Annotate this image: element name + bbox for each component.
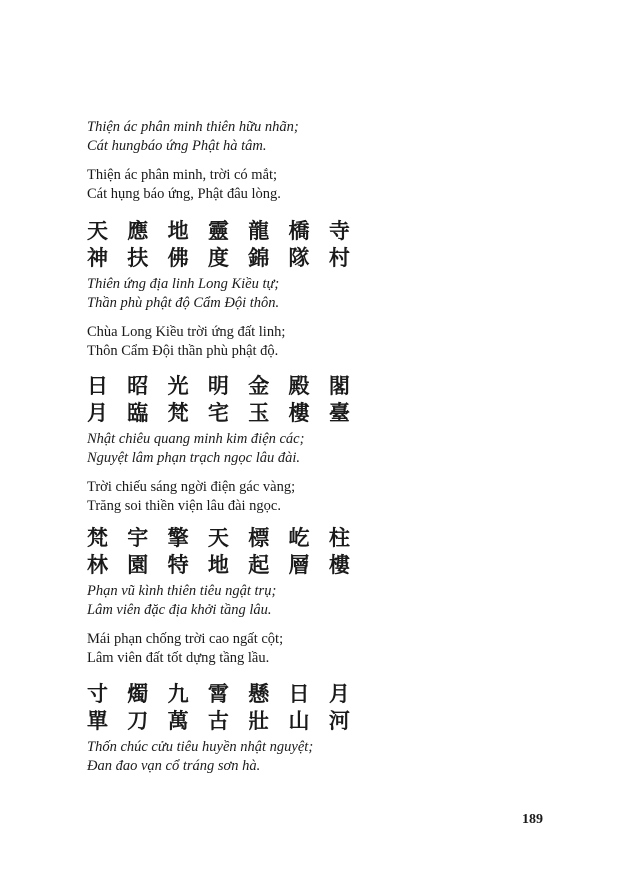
transliteration-line: Nhật chiêu quang minh kim điện các; bbox=[87, 431, 305, 447]
transliteration-line: Thốn chúc cửu tiêu huyền nhật nguyệt; bbox=[87, 739, 314, 755]
translation-line: Cát hụng báo ứng, Phật đâu lòng. bbox=[87, 186, 281, 202]
transliteration bbox=[87, 582, 567, 620]
stanza-4 bbox=[87, 524, 567, 668]
transliteration-line: Phạn vũ kình thiên tiêu ngật trụ; bbox=[87, 583, 277, 599]
translation-line: Thôn Cẩm Đội thần phù phật độ. bbox=[87, 343, 279, 359]
stanza-3 bbox=[87, 372, 567, 516]
translation bbox=[87, 478, 567, 516]
han-verse bbox=[87, 680, 567, 734]
translation-line: Chùa Long Kiều trời ứng đất linh; bbox=[87, 324, 286, 340]
translation-line: Thiện ác phân minh, trời có mắt; bbox=[87, 167, 278, 183]
han-line: 月 臨 梵 宅 玉 樓 臺 bbox=[87, 400, 356, 425]
transliteration-line: Đan đao vạn cổ tráng sơn hà. bbox=[87, 758, 261, 774]
han-line: 天 應 地 靈 龍 橋 寺 bbox=[87, 218, 356, 243]
translation-line: Mái phạn chống trời cao ngất cột; bbox=[87, 631, 284, 647]
translation-line: Lâm viên đất tốt dựng tầng lầu. bbox=[87, 650, 270, 666]
transliteration-line: Lâm viên đặc địa khởi tầng lâu. bbox=[87, 602, 272, 618]
stanza-1 bbox=[87, 118, 567, 204]
translation bbox=[87, 323, 567, 361]
han-line: 林 園 特 地 起 層 樓 bbox=[87, 552, 356, 577]
page-number: 189 bbox=[522, 812, 543, 827]
han-line: 單 刀 萬 古 壯 山 河 bbox=[87, 708, 356, 733]
transliteration bbox=[87, 430, 567, 468]
transliteration-line: Thiên ứng địa linh Long Kiều tự; bbox=[87, 276, 280, 292]
translation-line: Trăng soi thiền viện lâu đài ngọc. bbox=[87, 498, 281, 514]
han-line: 梵 宇 擎 天 標 屹 柱 bbox=[87, 525, 356, 550]
han-verse bbox=[87, 372, 567, 426]
translation bbox=[87, 630, 567, 668]
translation bbox=[87, 166, 567, 204]
transliteration bbox=[87, 738, 567, 776]
transliteration-line: Thần phù phật độ Cẩm Đội thôn. bbox=[87, 295, 280, 311]
transliteration bbox=[87, 118, 567, 156]
han-verse bbox=[87, 524, 567, 578]
transliteration bbox=[87, 275, 567, 313]
stanza-5 bbox=[87, 680, 567, 776]
stanza-2 bbox=[87, 217, 567, 361]
han-line: 日 昭 光 明 金 殿 閣 bbox=[87, 373, 356, 398]
translation-line: Trời chiếu sáng ngời điện gác vàng; bbox=[87, 479, 296, 495]
transliteration-line: Cát hungbáo ứng Phật hà tâm. bbox=[87, 138, 267, 154]
han-line: 寸 燭 九 霄 懸 日 月 bbox=[87, 681, 356, 706]
han-line: 神 扶 佛 度 錦 隊 村 bbox=[87, 245, 356, 270]
transliteration-line: Thiện ác phân minh thiên hữu nhãn; bbox=[87, 119, 299, 135]
transliteration-line: Nguyệt lâm phạn trạch ngọc lâu đài. bbox=[87, 450, 301, 466]
han-verse bbox=[87, 217, 567, 271]
